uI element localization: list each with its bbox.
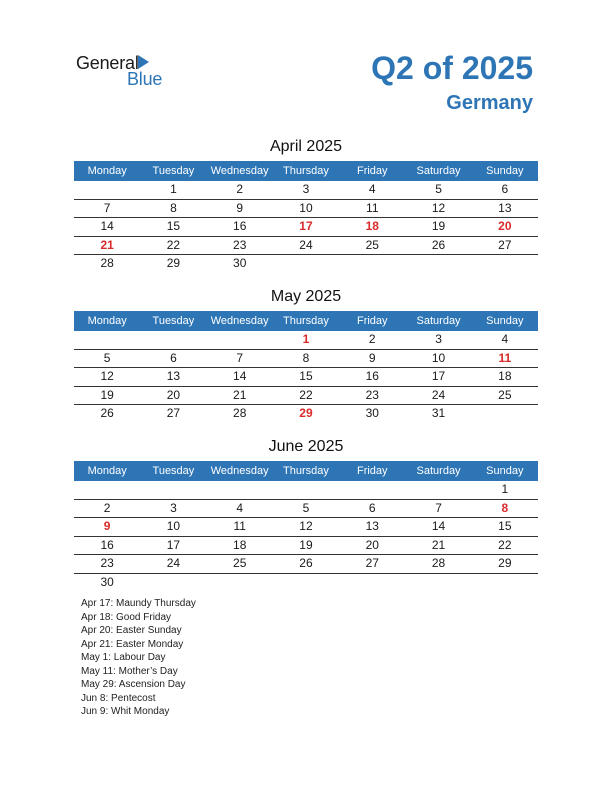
page-title: Q2 of 2025 [371,50,533,86]
date-cell: 14 [233,369,247,383]
date-cell: 28 [100,256,114,270]
holiday-date-cell: 18 [365,219,379,233]
weekday-label: Monday [87,465,127,477]
date-cell: 27 [166,406,181,420]
date-cell [140,574,206,592]
week-row [74,518,538,537]
date-cell: 14 [431,519,446,533]
date-cell: 10 [431,350,446,365]
date-cell: 20 [166,387,181,402]
weekday-header [74,311,538,331]
holiday-date-cell: 9 [103,519,111,533]
date-cell: 8 [170,200,177,215]
date-cell: 4 [368,182,376,196]
date-cell: 4 [501,332,509,346]
weekday-label: Tuesday [152,165,195,177]
date-cell: 1 [501,482,509,496]
date-cell: 12 [299,519,313,533]
holiday-note: May 1: Labour Day [81,652,166,663]
date-cell: 29 [498,556,512,570]
date-cell: 6 [368,500,376,515]
date-cell: 9 [368,350,376,365]
weekday-label: Friday [356,165,388,177]
date-cell: 2 [103,500,111,515]
date-cell [207,481,273,499]
logo-general-text: General [76,53,139,73]
week-row [74,405,538,423]
month-calendar-may [74,287,538,423]
holiday-note: Apr 17: Maundy Thursday [81,598,196,609]
week-row [74,481,538,500]
date-cell [405,481,471,499]
date-cell: 25 [365,237,379,252]
holiday-note: Jun 9: Whit Monday [81,706,170,717]
weekday-label: Wednesday [210,165,269,177]
date-cell [273,574,339,592]
week-row [74,255,538,273]
holiday-date-cell: 21 [100,237,114,252]
date-cell: 31 [431,406,446,420]
weekday-label: Sunday [486,465,524,477]
date-cell [405,574,471,592]
date-cell: 22 [166,237,181,252]
date-cell: 19 [431,219,446,233]
weekday-label: Thursday [283,165,329,177]
date-cell: 13 [498,200,512,215]
date-cell: 27 [498,237,512,252]
date-cell [140,481,206,499]
date-cell: 15 [299,369,313,383]
weekday-label: Saturday [416,465,461,477]
month-title: April 2025 [269,138,343,155]
date-cell: 10 [299,200,313,215]
date-cell: 24 [431,387,446,402]
date-cell: 3 [170,500,177,515]
date-cell: 11 [366,200,379,215]
holiday-date-cell: 17 [299,219,313,233]
date-cell: 23 [100,556,114,570]
weekday-label: Thursday [283,465,329,477]
week-row [74,500,538,519]
week-row [74,331,538,350]
date-cell: 19 [100,387,114,402]
date-cell: 27 [365,556,379,570]
date-cell [140,331,206,349]
date-cell: 28 [233,406,247,420]
holiday-note: Jun 8: Pentecost [81,692,156,704]
logo-blue-text: Blue [127,69,163,89]
date-cell [339,481,405,499]
date-cell: 17 [431,369,446,383]
date-cell: 30 [233,256,247,270]
date-cell: 1 [170,182,177,196]
holiday-date-cell: 29 [299,406,313,420]
date-cell: 18 [498,369,512,383]
logo [76,53,176,89]
date-cell: 25 [233,556,247,570]
date-cell [273,255,339,273]
holiday-note: May 29: Ascension Day [81,679,186,690]
date-cell: 10 [166,519,181,533]
date-cell: 12 [100,369,114,383]
weekday-label: Sunday [486,315,524,327]
date-cell [74,181,140,199]
date-cell: 2 [236,182,244,196]
date-cell: 25 [498,387,512,402]
holiday-date-cell: 11 [498,350,512,365]
date-cell [405,255,471,273]
weekday-label: Friday [356,465,388,477]
week-row [74,237,538,256]
logo-triangle-icon [138,55,149,69]
date-cell: 15 [498,519,512,533]
date-cell: 3 [435,332,442,346]
weekday-label: Thursday [283,315,329,327]
month-calendar-april [74,137,538,273]
date-cell: 7 [103,200,111,215]
date-cell: 5 [302,500,310,515]
date-cell: 18 [233,537,247,552]
date-cell: 6 [501,182,509,196]
date-cell: 24 [166,556,181,570]
country-subtitle: Germany [446,92,533,114]
date-cell: 5 [435,182,442,196]
date-cell: 29 [166,256,181,270]
date-cell: 11 [233,519,246,533]
date-cell: 16 [233,219,247,233]
weekday-label: Wednesday [210,315,269,327]
date-cell: 2 [368,332,376,346]
week-row [74,368,538,387]
weekday-label: Monday [87,165,127,177]
week-row [74,555,538,574]
date-cell [472,405,538,423]
date-cell: 15 [166,219,181,233]
date-cell: 22 [498,537,512,552]
date-cell: 22 [299,387,313,402]
holiday-date-cell: 1 [302,332,310,346]
weekday-label: Saturday [416,165,461,177]
date-cell: 23 [233,237,247,252]
date-cell: 3 [302,182,310,196]
date-cell [74,481,140,499]
date-cell [472,255,538,273]
weekday-header [74,461,538,481]
holiday-note: Apr 18: Good Friday [81,611,172,623]
date-cell [207,574,273,592]
holiday-date-cell: 20 [498,219,512,233]
date-cell: 12 [431,200,446,215]
date-cell: 21 [233,387,247,402]
holiday-notes [81,597,196,719]
weekday-label: Tuesday [152,315,195,327]
date-cell [339,255,405,273]
date-cell: 20 [365,537,379,552]
holiday-note: May 11: Mother’s Day [81,665,178,677]
week-row [74,218,538,237]
week-row [74,181,538,200]
date-cell: 16 [365,369,379,383]
date-cell: 5 [103,350,111,365]
week-row [74,537,538,556]
date-cell: 14 [100,219,114,233]
weekday-header [74,161,538,181]
date-cell [339,574,405,592]
weekday-label: Wednesday [210,465,269,477]
date-cell: 24 [299,237,313,252]
month-title: May 2025 [270,288,342,305]
date-cell: 16 [100,537,114,552]
week-row [74,200,538,219]
date-cell: 8 [302,350,310,365]
date-cell [74,331,140,349]
date-cell: 17 [166,537,181,552]
week-row [74,387,538,406]
holiday-date-cell: 8 [501,500,509,515]
date-cell: 7 [435,500,442,515]
date-cell: 7 [236,350,244,365]
date-cell [472,574,538,592]
date-cell: 13 [166,369,181,383]
date-cell: 30 [100,574,114,589]
weekday-label: Tuesday [152,465,195,477]
weekday-label: Friday [356,315,388,327]
date-cell: 28 [431,556,446,570]
date-cell: 26 [299,556,313,570]
holiday-note: Apr 21: Easter Monday [81,638,184,650]
week-row [74,574,538,592]
date-cell: 26 [100,406,114,420]
date-cell [207,331,273,349]
month-title: June 2025 [268,438,344,455]
date-cell: 30 [365,406,379,420]
date-cell: 23 [365,387,379,402]
week-row [74,350,538,369]
date-cell [273,481,339,499]
date-cell: 26 [431,237,446,252]
date-cell: 13 [365,519,379,533]
weekday-label: Sunday [486,165,524,177]
date-cell: 6 [170,350,177,365]
date-cell: 4 [236,500,244,515]
date-cell: 19 [299,537,313,552]
holiday-note: Apr 20: Easter Sunday [81,625,182,636]
date-cell: 9 [236,200,244,215]
date-cell: 21 [431,537,446,552]
weekday-label: Monday [87,315,127,327]
month-calendar-june [74,437,538,591]
weekday-label: Saturday [416,315,461,327]
